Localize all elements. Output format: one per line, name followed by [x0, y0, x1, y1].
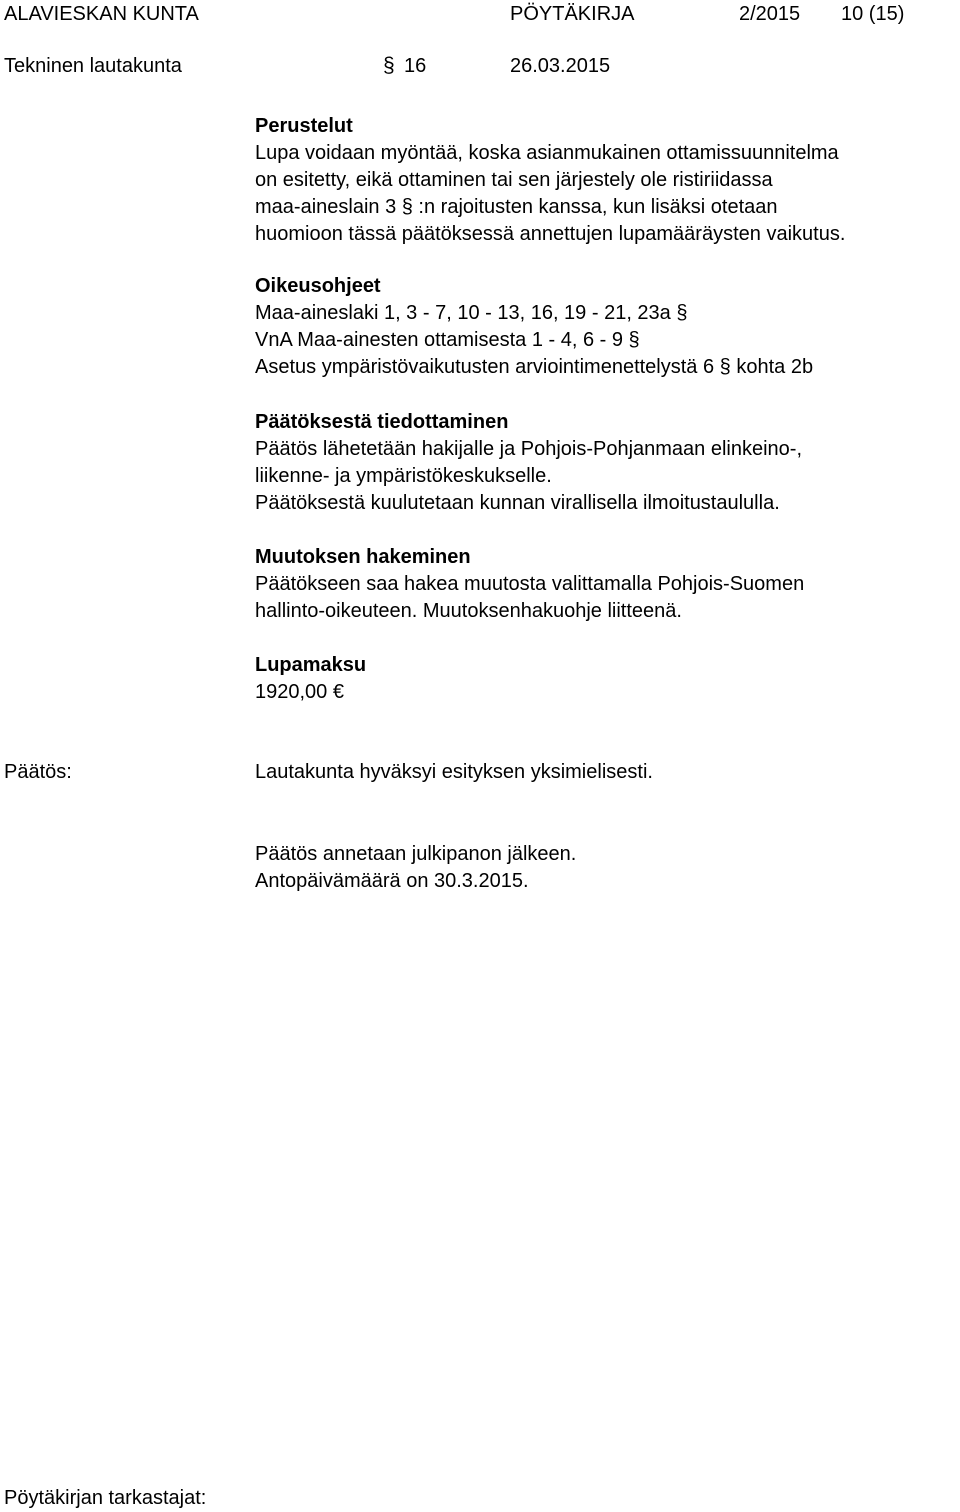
page-number: 10 (15)	[841, 3, 905, 25]
tiedottaminen-line: Päätöksestä kuulutetaan kunnan virallisella ilmoitustaululla.	[255, 492, 780, 514]
perustelut-line: Lupa voidaan myöntää, koska asianmukainen ottamissuunnitelma	[255, 142, 839, 164]
perustelut-section	[255, 113, 945, 248]
muutoksen-hakeminen-section	[255, 544, 945, 625]
tiedottaminen-line: Päätös lähetetään hakijalle ja Pohjois-Pohjanmaan elinkeino-,	[255, 438, 803, 460]
paatos-label: Päätös:	[4, 761, 72, 783]
annetaan-line: Antopäivämäärä on 30.3.2015.	[255, 870, 529, 892]
tiedottaminen-line: liikenne- ja ympäristökeskukselle.	[255, 465, 552, 487]
perustelut-heading: Perustelut	[255, 115, 353, 137]
oikeusohjeet-heading: Oikeusohjeet	[255, 275, 381, 297]
oikeusohjeet-line: VnA Maa-ainesten ottamisesta 1 - 4, 6 - 9 §	[255, 329, 640, 351]
organization-name: ALAVIESKAN KUNTA	[4, 3, 199, 25]
section-number: 16	[404, 55, 427, 77]
document-number: 2/2015	[739, 3, 801, 25]
lupamaksu-heading: Lupamaksu	[255, 654, 367, 676]
lupamaksu-section	[255, 652, 945, 706]
document-type: PÖYTÄKIRJA	[510, 3, 635, 25]
section-symbol: §	[383, 54, 395, 77]
lupamaksu-amount: 1920,00 €	[255, 681, 344, 703]
tiedottaminen-section	[255, 409, 945, 517]
meeting-date: 26.03.2015	[510, 55, 611, 77]
annetaan-line: Päätös annetaan julkipanon jälkeen.	[255, 843, 577, 865]
perustelut-line: on esitetty, eikä ottaminen tai sen järjestely ole ristiriidassa	[255, 169, 773, 191]
committee-name: Tekninen lautakunta	[4, 55, 182, 77]
muutoksen-hakeminen-line: Päätökseen saa hakea muutosta valittamalla Pohjois-Suomen	[255, 573, 805, 595]
paatos-text: Lautakunta hyväksyi esityksen yksimielisesti.	[255, 761, 653, 783]
perustelut-line: maa-aineslain 3 § :n rajoitusten kanssa, kun lisäksi otetaan	[255, 196, 778, 218]
perustelut-line: huomioon tässä päätöksessä annettujen lupamääräysten vaikutus.	[255, 223, 846, 245]
oikeusohjeet-line: Maa-aineslaki 1, 3 - 7, 10 - 13, 16, 19 - 21, 23a §	[255, 302, 688, 324]
annetaan-section	[255, 841, 945, 895]
oikeusohjeet-section	[255, 273, 945, 381]
muutoksen-hakeminen-heading: Muutoksen hakeminen	[255, 546, 471, 568]
tiedottaminen-heading: Päätöksestä tiedottaminen	[255, 411, 509, 433]
oikeusohjeet-line: Asetus ympäristövaikutusten arviointimenettelystä 6 § kohta 2b	[255, 356, 814, 378]
muutoksen-hakeminen-line: hallinto-oikeuteen. Muutoksenhakuohje liitteenä.	[255, 600, 682, 622]
footer-inspectors-label: Pöytäkirjan tarkastajat:	[4, 1487, 207, 1509]
